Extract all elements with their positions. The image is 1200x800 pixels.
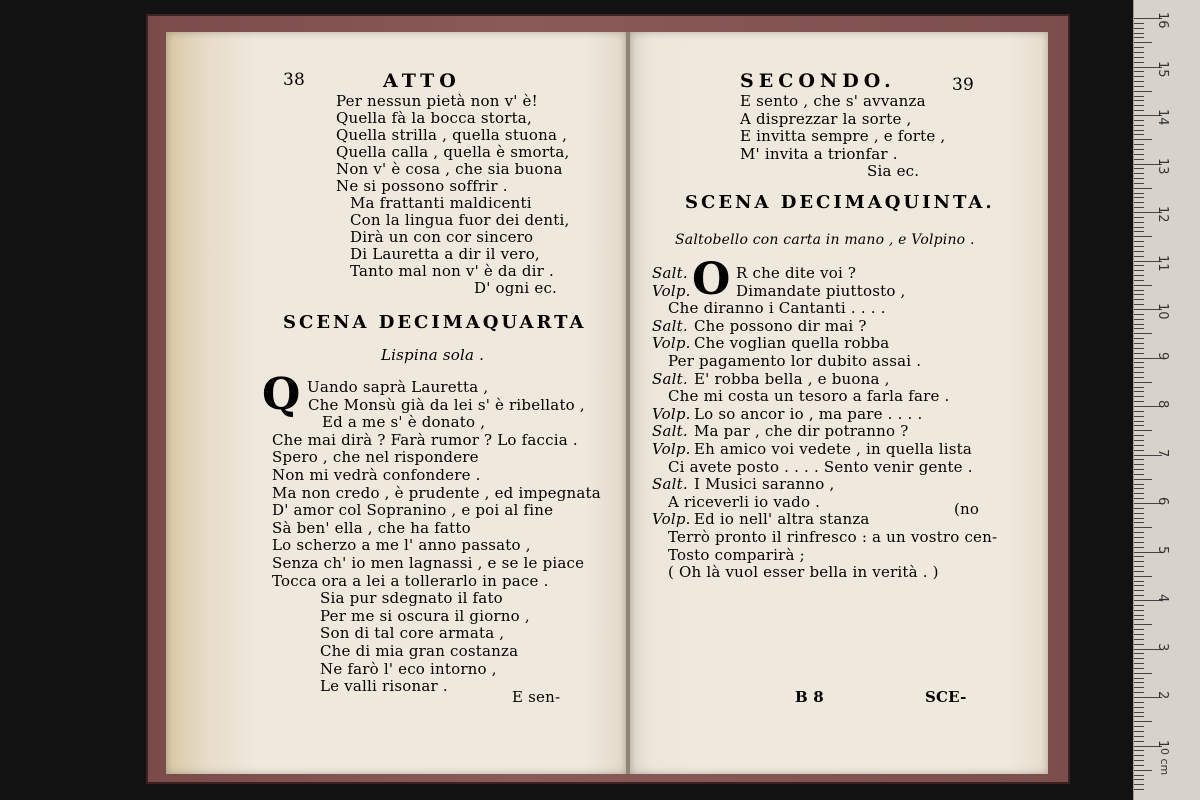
ruler-tick <box>1134 207 1144 208</box>
ruler-tick <box>1134 52 1144 53</box>
ruler-tick <box>1134 391 1144 392</box>
ruler-tick <box>1134 673 1152 674</box>
speaker-label: Salt. <box>652 316 688 335</box>
verse-line: Quella strilla , quella stuona , <box>336 126 568 144</box>
verse-line: Sà ben' ella , che ha fatto <box>272 518 471 537</box>
ruler-tick <box>1134 299 1144 300</box>
ruler-number: 10 <box>1155 303 1170 320</box>
ruler-tick <box>1134 217 1144 218</box>
ruler-tick <box>1134 130 1144 131</box>
ruler-tick <box>1134 610 1144 611</box>
ruler-tick <box>1134 105 1144 106</box>
verse-line: Spero , che nel rispondere <box>272 448 479 467</box>
ruler-tick <box>1134 222 1144 223</box>
ruler-tick <box>1134 183 1144 184</box>
ruler-tick <box>1134 527 1152 528</box>
ruler-tick <box>1134 435 1144 436</box>
left-running-head: ATTO <box>383 70 461 92</box>
ruler-tick <box>1134 178 1144 179</box>
verse-line: Tanto mal non v' è da dir . <box>350 262 554 280</box>
verse-line: E invitta sempre , e forte , <box>740 127 946 145</box>
speaker-label: Salt. <box>652 264 688 282</box>
ruler-tick <box>1134 445 1144 446</box>
ruler-tick <box>1134 716 1144 717</box>
dialogue-line: ( Oh là vuol esser bella in verità . ) <box>668 563 939 582</box>
ruler-tick <box>1134 513 1144 514</box>
ruler-tick <box>1134 149 1144 150</box>
ruler-tick <box>1134 387 1144 388</box>
left-scene-characters: Lispina sola . <box>381 346 485 364</box>
ruler-tick <box>1134 537 1144 538</box>
ruler-tick <box>1134 653 1144 654</box>
ruler-tick <box>1134 692 1144 693</box>
ruler-tick <box>1134 522 1144 523</box>
dialogue-line: Lo so ancor io , ma pare . . . . <box>694 404 923 423</box>
ruler-tick <box>1134 488 1144 489</box>
ruler-tick <box>1134 755 1144 756</box>
ruler-tick <box>1134 265 1144 266</box>
measurement-ruler <box>1133 0 1200 800</box>
verse-line: Non v' è cosa , che sia buona <box>336 160 563 178</box>
ruler-tick <box>1134 508 1144 509</box>
speaker-label: Volp. <box>652 440 691 458</box>
ruler-tick <box>1134 469 1144 470</box>
verse-line: Con la lingua fuor dei denti, <box>350 211 570 229</box>
ruler-tick <box>1134 678 1144 679</box>
ruler-number: 16 <box>1155 12 1170 29</box>
ruler-tick <box>1134 33 1144 34</box>
dialogue-line: Eh amico voi vedete , in quella lista <box>694 440 972 458</box>
verse-line: Per me si oscura il giorno , <box>320 606 530 625</box>
ruler-tick <box>1134 789 1144 790</box>
ruler-tick <box>1134 343 1144 344</box>
ruler-tick <box>1134 663 1144 664</box>
left-scene-heading: SCENA DECIMAQUARTA <box>283 312 587 333</box>
verse-line: M' invita a trionfar . <box>740 144 898 163</box>
ruler-tick <box>1134 188 1152 189</box>
ruler-tick <box>1134 227 1144 228</box>
ruler-tick <box>1134 493 1144 494</box>
ruler-tick <box>1134 425 1144 426</box>
ruler-tick <box>1134 401 1144 402</box>
ruler-tick <box>1134 62 1144 63</box>
ruler-tick <box>1134 338 1144 339</box>
ruler-number: 5 <box>1155 545 1170 554</box>
ruler-number: 4 <box>1155 594 1170 603</box>
ruler-tick <box>1134 474 1144 475</box>
ruler-tick <box>1134 168 1144 169</box>
ruler-tick <box>1134 779 1144 780</box>
ruler-tick <box>1134 639 1144 640</box>
ruler-tick <box>1134 241 1144 242</box>
dialogue-line: Che mi costa un tesoro a farla fare . <box>668 387 950 406</box>
ruler-tick <box>1134 246 1144 247</box>
ruler-tick <box>1134 377 1144 378</box>
verse-line: D' amor col Sopranino , e poi al fine <box>272 501 554 520</box>
right-signature-mark: B 8 <box>795 688 824 706</box>
dialogue-line: I Musici saranno , <box>694 475 835 494</box>
verse-line: Dirà un con cor sincero <box>350 228 534 246</box>
ruler-tick <box>1134 421 1144 422</box>
speaker-label: Salt. <box>652 475 688 494</box>
ruler-tick <box>1134 193 1144 194</box>
left-page-number: 38 <box>283 70 306 90</box>
ruler-tick <box>1134 197 1144 198</box>
verse-line: Che Monsù già da lei s' è ribellato , <box>308 395 585 414</box>
ruler-tick <box>1134 125 1144 126</box>
ruler-tick <box>1134 47 1144 48</box>
ruler-tick <box>1134 23 1144 24</box>
ruler-tick <box>1134 353 1144 354</box>
ruler-tick <box>1134 784 1144 785</box>
verse-line: Tocca ora a lei a tollerarlo in pace . <box>272 571 549 590</box>
ruler-tick <box>1134 736 1144 737</box>
ruler-tick <box>1134 416 1144 417</box>
ruler-tick <box>1134 81 1144 82</box>
ruler-tick <box>1134 775 1144 776</box>
ruler-tick <box>1134 304 1144 305</box>
ruler-tick <box>1134 57 1144 58</box>
dialogue-line: Dimandate piuttosto , <box>736 281 906 300</box>
verse-line: Ma frattanti maldicenti <box>350 194 532 212</box>
verse-line: Non mi vedrà confondere . <box>272 466 481 484</box>
ruler-tick <box>1134 367 1144 368</box>
dialogue-line: E' robba bella , e buona , <box>694 369 890 388</box>
verse-line: Lo scherzo a me l' anno passato , <box>272 536 531 555</box>
ruler-number: 6 <box>1155 497 1170 506</box>
ruler-number: 13 <box>1155 157 1170 175</box>
dialogue-line: A riceverli io vado . <box>668 492 821 511</box>
right-scene-characters: Saltobello con carta in mano , e Volpino . <box>675 232 975 248</box>
verse-line: Son di tal core armata , <box>320 624 505 643</box>
speaker-label: Salt. <box>652 422 688 441</box>
ruler-tick <box>1134 644 1144 645</box>
verse-line: Senza ch' io men lagnassi , e se le piace <box>272 554 585 572</box>
ruler-number: 15 <box>1155 60 1170 78</box>
speaker-label: Volp. <box>652 404 691 423</box>
ruler-tick <box>1134 547 1144 548</box>
ruler-tick <box>1134 372 1144 373</box>
ruler-tick <box>1134 741 1144 742</box>
ruler-tick <box>1134 624 1152 625</box>
ruler-tick <box>1134 430 1152 431</box>
ruler-tick <box>1134 712 1144 713</box>
ruler-tick <box>1134 459 1144 460</box>
dialogue-line: Per pagamento lor dubito assai . <box>668 352 922 370</box>
dialogue-line: Terrò pronto il rinfresco : a un vostro cen- <box>668 528 998 546</box>
right-scene-heading: SCENA DECIMAQUINTA. <box>685 192 995 213</box>
ruler-tick <box>1134 280 1144 281</box>
ruler-tick <box>1134 634 1144 635</box>
ruler-tick <box>1134 566 1144 567</box>
verse-line: Uando saprà Lauretta , <box>307 378 489 396</box>
ruler-tick <box>1134 144 1144 145</box>
verse-line: Ma non credo , è prudente , ed impegnata <box>272 483 601 502</box>
right-page-number: 39 <box>952 75 975 95</box>
ruler-tick <box>1134 595 1144 596</box>
ruler-tick <box>1134 256 1144 257</box>
ruler-tick <box>1134 173 1144 174</box>
ruler-tick <box>1134 707 1144 708</box>
verse-line: Quella fà la bocca storta, <box>336 109 532 127</box>
ruler-tick <box>1134 479 1152 480</box>
ruler-tick <box>1134 731 1144 732</box>
speaker-label: Salt. <box>652 369 688 388</box>
verse-line: Di Lauretta a dir il vero, <box>350 245 540 263</box>
dialogue-line: Ed io nell' altra stanza <box>694 510 870 529</box>
ruler-tick <box>1134 765 1144 766</box>
verse-line: E sento , che s' avvanza <box>740 92 926 110</box>
verse-line: Quella calla , quella è smorta, <box>336 143 570 161</box>
right-running-head: SECONDO. <box>740 70 896 92</box>
ruler-tick <box>1134 251 1144 252</box>
ruler-tick <box>1134 37 1144 38</box>
right-catchword: SCE- <box>925 688 967 706</box>
ruler-tick <box>1134 750 1144 751</box>
ruler-tick <box>1134 440 1144 441</box>
ruler-tick <box>1134 134 1144 135</box>
ruler-tick <box>1134 275 1144 276</box>
speaker-label: Volp. <box>652 334 691 353</box>
dialogue-line: Ci avete posto . . . . Sento venir gente . <box>668 457 973 476</box>
ruler-tick <box>1134 71 1144 72</box>
ruler-number: 2 <box>1155 691 1170 700</box>
ruler-tick <box>1134 658 1144 659</box>
ruler-tick <box>1134 319 1144 320</box>
ruler-unit-label: 0 cm <box>1158 748 1171 776</box>
ruler-tick <box>1134 411 1144 412</box>
verse-line: D' ogni ec. <box>474 279 558 297</box>
ruler-tick <box>1134 236 1152 237</box>
verse-line: Ne si possono soffrir . <box>336 177 508 195</box>
verse-line: Ed a me s' è donato , <box>322 413 486 432</box>
ruler-tick <box>1134 532 1144 533</box>
speaker-label: Volp. <box>652 281 691 300</box>
ruler-tick <box>1134 294 1144 295</box>
ruler-tick <box>1134 770 1152 771</box>
ruler-number: 8 <box>1155 400 1170 409</box>
verse-line: Per nessun pietà non v' è! <box>336 92 538 110</box>
ruler-tick <box>1134 590 1144 591</box>
ruler-tick <box>1134 571 1144 572</box>
ruler-tick <box>1134 619 1144 620</box>
ruler-tick <box>1134 110 1144 111</box>
verse-line: A disprezzar la sorte , <box>740 109 912 128</box>
speaker-label: Volp. <box>652 510 691 529</box>
ruler-tick <box>1134 726 1144 727</box>
verse-line: Sia ec. <box>867 162 920 180</box>
ruler-number: 7 <box>1155 448 1170 457</box>
ruler-tick <box>1134 581 1144 582</box>
verse-line: Le valli risonar . <box>320 677 448 696</box>
ruler-tick <box>1134 561 1144 562</box>
verse-line: Ne farò l' eco intorno , <box>320 659 497 678</box>
left-catchword: E sen- <box>512 688 561 706</box>
ruler-tick <box>1134 348 1144 349</box>
ruler-number: 11 <box>1155 254 1170 272</box>
dialogue-line: Che possono dir mai ? <box>694 316 867 335</box>
ruler-tick <box>1134 450 1144 451</box>
ruler-tick <box>1134 324 1144 325</box>
dialogue-line: Ma par , che dir potranno ? <box>694 422 909 441</box>
ruler-tick <box>1134 91 1152 92</box>
left-drop-cap: Q <box>262 369 301 420</box>
ruler-tick <box>1134 362 1144 363</box>
ruler-tick <box>1134 382 1152 383</box>
ruler-tick <box>1134 202 1144 203</box>
ruler-tick <box>1134 396 1144 397</box>
ruler-tick <box>1134 154 1144 155</box>
ruler-tick <box>1134 668 1144 669</box>
ruler-tick <box>1134 285 1152 286</box>
ruler-tick <box>1134 159 1144 160</box>
verse-line: Che di mia gran costanza <box>320 642 519 660</box>
ruler-tick <box>1134 76 1144 77</box>
ruler-tick <box>1134 270 1144 271</box>
ruler-number: 14 <box>1155 109 1170 126</box>
ruler-tick <box>1134 86 1144 87</box>
ruler-tick <box>1134 721 1152 722</box>
ruler-number: 1 <box>1155 739 1170 748</box>
ruler-number: 12 <box>1155 206 1170 223</box>
ruler-tick <box>1134 682 1144 683</box>
ruler-tick <box>1134 333 1152 334</box>
ruler-tick <box>1134 615 1144 616</box>
ruler-tick <box>1134 100 1144 101</box>
ruler-tick <box>1134 328 1144 329</box>
dialogue-line: Che voglian quella robba <box>694 334 890 353</box>
dialogue-line: Tosto comparirà ; <box>668 545 805 564</box>
ruler-number: 9 <box>1155 351 1170 360</box>
ruler-tick <box>1134 585 1144 586</box>
ruler-tick <box>1134 576 1152 577</box>
right-drop-cap: O <box>692 254 731 305</box>
ruler-tick <box>1134 42 1152 43</box>
ruler-tick <box>1134 556 1144 557</box>
ruler-tick <box>1134 518 1144 519</box>
ruler-tick <box>1134 96 1144 97</box>
dialogue-line: R che dite voi ? <box>736 264 857 282</box>
ruler-number: 3 <box>1155 642 1170 651</box>
ruler-tick <box>1134 687 1144 688</box>
ruler-tick <box>1134 464 1144 465</box>
ruler-tick <box>1134 139 1152 140</box>
ruler-tick <box>1134 314 1144 315</box>
verse-line: Che mai dirà ? Farà rumor ? Lo faccia . <box>272 430 578 449</box>
ruler-tick <box>1134 231 1144 232</box>
ruler-tick <box>1134 702 1144 703</box>
ruler-tick <box>1134 120 1144 121</box>
ruler-tick <box>1134 290 1144 291</box>
dialogue-line: Che diranno i Cantanti . . . . <box>668 299 886 318</box>
ruler-tick <box>1134 542 1144 543</box>
ruler-tick <box>1134 605 1144 606</box>
ruler-tick <box>1134 28 1144 29</box>
ruler-tick <box>1134 498 1144 499</box>
verse-line: Sia pur sdegnato il fato <box>320 589 503 608</box>
right-overflow-fragment: (no <box>954 500 980 518</box>
ruler-tick <box>1134 629 1144 630</box>
ruler-tick <box>1134 484 1144 485</box>
ruler-tick <box>1134 760 1144 761</box>
